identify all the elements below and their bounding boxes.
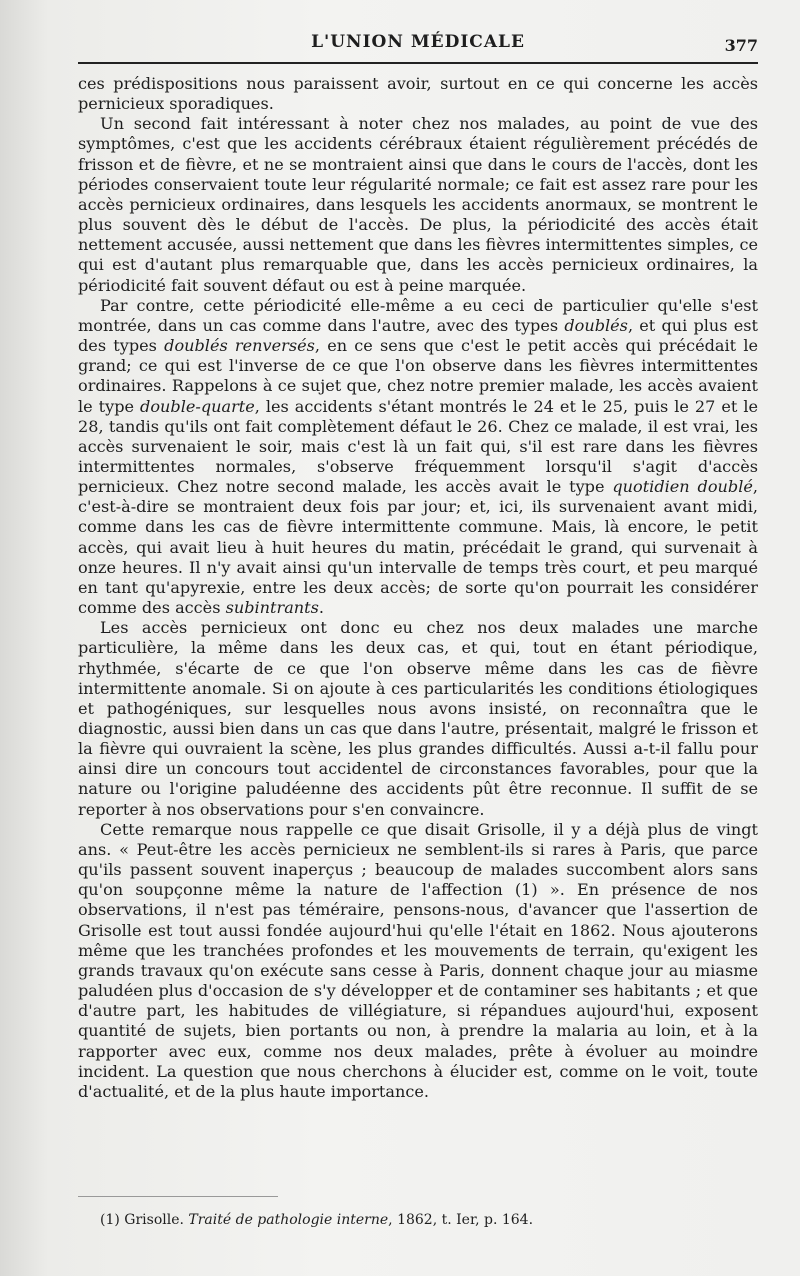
paragraph-3-text: , c'est-à-dire se montraient deux fois par jour; et, ici, ils survenaient avant midi, comme dans les cas de fièvre intermittente commune. Mais, là encore, le petit accès, qui avait lieu à huit heures du matin, précédait le grand, qui survenait à onze heures. Il n'y avait ainsi qu'un intervalle de temps très court, et peu marqué en tant qu'apyrexie, entre les deux accès; de sorte qu'on pourrait les considérer comme des accès [78, 477, 758, 618]
paragraph-3 [78, 296, 758, 619]
paragraph-4: Les accès pernicieux ont donc eu chez nos deux malades une marche particulière, la même dans les deux cas, et qui, tout en étant périodique, rhythmée, s'écarte de ce que l'on observe même dans les cas de fièvre intermittente anomale. Si on ajoute à ces particularités les conditions étiologiques et pathogéniques, sur lesquelles nous avons insisté, on reconnaîtra que le diagnostic, aussi bien dans un cas que dans l'autre, présentait, malgré le frisson et la fièvre qui ouvraient la scène, les plus grandes difficultés. Aussi a-t-il fallu pour ainsi dire un concours tout accidentel de circonstances favorables, pour que la nature ou l'origine paludéenne des accidents pût être reconnue. Il suffit de se reporter à nos observations pour s'en convaincre. [78, 618, 758, 819]
running-header [78, 28, 758, 58]
italic-term: double-quarte [140, 396, 255, 416]
article-body [78, 74, 758, 1102]
paragraph-1: ces prédispositions nous paraissent avoir, surtout en ce qui concerne les accès pernicieux sporadiques. [78, 74, 758, 114]
paragraph-3-text: Par contre, cette périodicité elle-même a eu ceci de particulier qu'elle s'est montrée, dans un cas comme dans l'autre, avec des types [78, 295, 758, 335]
paragraph-3-text: , les accidents s'étant montrés le 24 et le 25, puis le 27 et le 28, tandis qu'ils ont fait complètement défaut le 26. Chez ce malade, il est vrai, les accès survenaient le soir, mais c'est là un fait qui, s'il est rare dans les fièvres intermittentes normales, s'observe fréquemment lorsqu'il s'agit d'accès pernicieux. Chez notre second malade, les accès avait le type [78, 396, 758, 497]
header-rule [78, 62, 758, 64]
footnote [100, 1212, 758, 1228]
paragraph-5: Cette remarque nous rappelle ce que disait Grisolle, il y a déjà plus de vingt ans. « Peut-être les accès pernicieux ne semblent-ils si rares à Paris, que parce qu'ils passent souvent inaperçus ; beaucoup de malades succombent alors sans qu'on soupçonne même la nature de l'affection (1) ». En présence de nos observations, il n'est pas téméraire, pensons-nous, d'avancer que l'assertion de Grisolle est tout aussi fondée aujourd'hui qu'elle l'était en 1862. Nous ajouterons même que les tranchées profondes et les mouvements de terrain, qu'exigent les grands travaux qu'on exécute sans cesse à Paris, donnent chaque jour au miasme paludéen plus d'occasion de s'y développer et de contaminer ses habitants ; et que d'autre part, les habitudes de villégiature, si répandues aujourd'hui, exposent quantité de sujets, bien portants ou non, à prendre la malaria au loin, et à la rapporter avec eux, comme nos deux malades, prête à évoluer au moindre incident. La question que nous cherchons à élucider est, comme on le voit, toute d'actualité, et de la plus haute importance. [78, 819, 758, 1101]
page-number: 377 [724, 36, 758, 55]
italic-term: doublés renversés [164, 336, 315, 356]
journal-title: L'UNION MÉDICALE [311, 32, 525, 52]
footnote-title: Traité de pathologie interne [188, 1212, 389, 1228]
footnote-prefix: (1) Grisolle. [100, 1212, 189, 1228]
paragraph-2: Un second fait intéressant à noter chez nos malades, au point de vue des symptômes, c'est que les accidents cérébraux étaient régulièrement précédés de frisson et de fièvre, et ne se montraient ainsi que dans le cours de l'accès, dont les périodes conservaient toute leur régularité normale; ce fait est assez rare pour les accès pernicieux ordinaires, dans lesquels les accidents anormaux, se montrent le plus souvent dès le début de l'accès. De plus, la périodicité des accès était nettement accusée, aussi nettement que dans les fièvres intermittentes simples, ce qui est d'autant plus remarquable que, dans les accès pernicieux ordinaires, la périodicité fait souvent défaut ou est à peine marquée. [78, 114, 758, 295]
paragraph-3-text: , en ce sens que c'est le petit accès qui précédait le grand; ce qui est l'inverse de ce que l'on observe dans les fièvres intermittentes ordinaires. Rappelons à ce sujet que, chez notre premier malade, les accès avaient le type [78, 336, 758, 416]
paragraph-3-text: . [318, 598, 325, 618]
italic-term: quotidien doublé [612, 477, 753, 497]
footnote-suffix: , 1862, t. Ier, p. 164. [388, 1212, 534, 1228]
italic-term: doublés [564, 315, 628, 335]
italic-term: subintrants [225, 598, 319, 618]
footnote-separator [78, 1196, 278, 1197]
paragraph-3-text: , et qui plus est des types [78, 315, 758, 356]
